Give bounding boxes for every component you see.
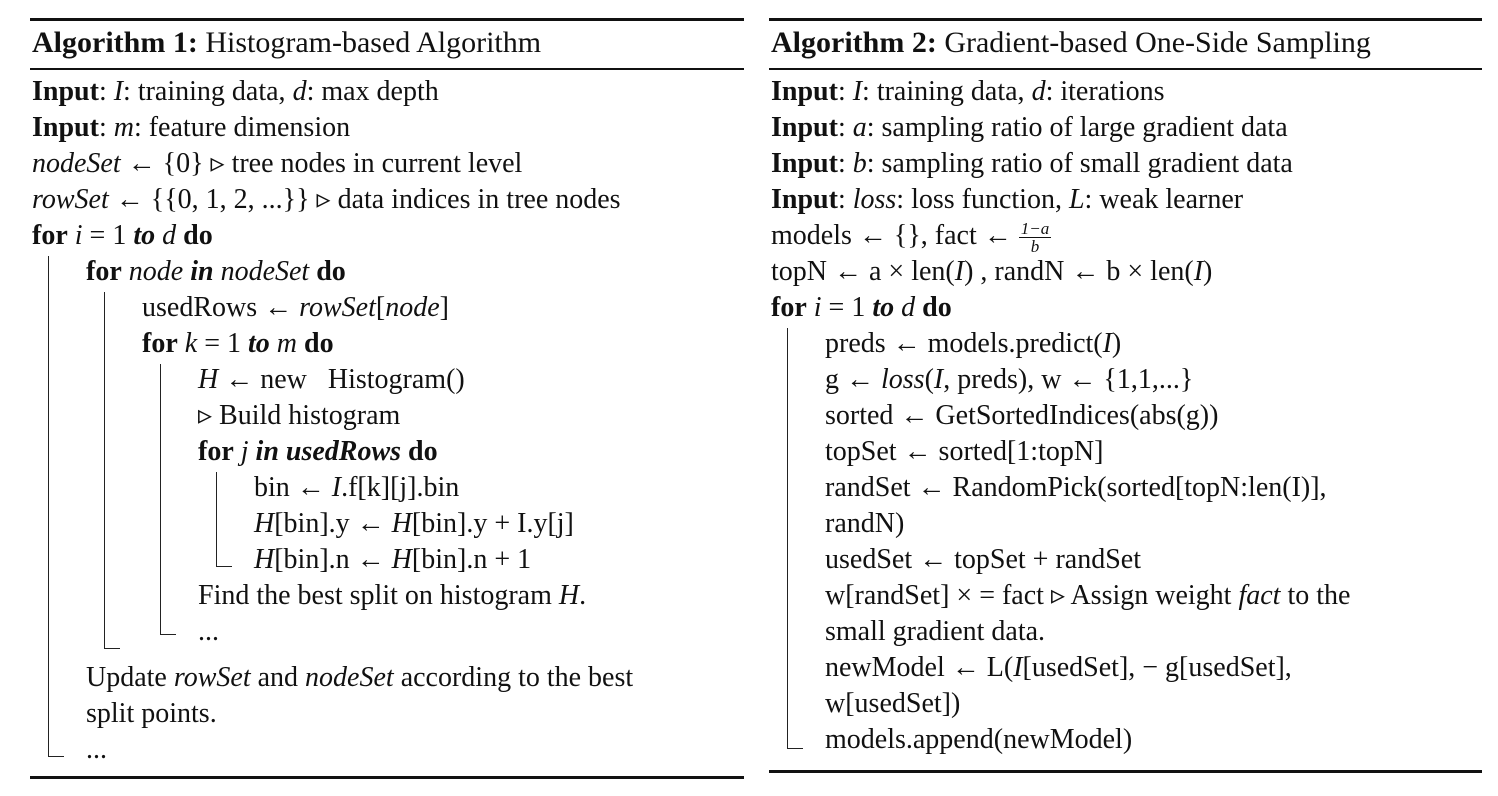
algo1-line-10: ▹ Build histogram [198, 400, 401, 431]
algo2-line-4: Input: loss: loss function, L: weak learner [771, 184, 1244, 215]
algo1-line-13: H[bin].y ← H[bin].y + I.y[j] [254, 508, 574, 539]
algo1-line-6: for node in nodeSet do [86, 256, 346, 287]
algo1-line-9: H ← new Histogram() [198, 364, 465, 395]
for-k-block-end [160, 634, 176, 635]
algo2-line-10: sorted ← GetSortedIndices(abs(g)) [825, 400, 1219, 431]
algo1-line-5: for i = 1 to d do [32, 220, 213, 251]
algorithm-1-box [30, 16, 744, 782]
algo2-line-9: g ← loss(I, preds), w ← {1,1,...} [825, 364, 1194, 395]
for-i-block-bar [48, 256, 49, 756]
algo1-line-2: Input: m: feature dimension [32, 112, 351, 143]
top-rule [30, 18, 744, 21]
algo1-line-4: rowSet ← {{0, 1, 2, ...}} ▹ data indices in tree nodes [32, 184, 621, 215]
algo1-line-12: bin ← I.f[k][j].bin [254, 472, 460, 503]
algo1-line-17: Update rowSet and nodeSet according to the best [86, 662, 634, 693]
for-i-block-bar [787, 328, 788, 748]
for-i-block-end [787, 748, 803, 749]
top-rule [769, 18, 1482, 21]
algo1-line-11: for j in usedRows do [198, 436, 438, 467]
algo2-line-18: w[usedSet]) [825, 688, 961, 719]
algo2-line-7: for i = 1 to d do [771, 292, 952, 323]
title-rule [30, 68, 744, 70]
algo2-line-2: Input: a: sampling ratio of large gradient data [771, 112, 1288, 143]
bottom-rule [769, 770, 1482, 773]
algo1-line-7: usedRows ← rowSet[node] [142, 292, 449, 323]
algo2-line-1: Input: I: training data, d: iterations [771, 76, 1165, 107]
algo2-line-6: topN ← a × len(I) , randN ← b × len(I) [771, 256, 1213, 287]
algo2-line-17: newModel ← L(I[usedSet], − g[usedSet], [825, 652, 1292, 683]
algo2-line-11: topSet ← sorted[1:topN] [825, 436, 1104, 467]
algo1-line-3: nodeSet ← {0} ▹ tree nodes in current level [32, 148, 523, 179]
for-j-block-bar [216, 472, 217, 566]
algo2-line-5: models ← {}, fact ← $\frac{1-a}{b}$ [771, 219, 1050, 257]
algo2-line-13: randN) [825, 508, 905, 539]
title-rule [769, 68, 1482, 70]
algo2-line-12: randSet ← RandomPick(sorted[topN:len(I)], [825, 472, 1327, 503]
algo2-line-16: small gradient data. [825, 616, 1046, 647]
fraction: $\frac{1-a}{b}$ [1020, 219, 1050, 257]
algo2-line-8: preds ← models.predict(I) [825, 328, 1122, 359]
for-j-block-end [216, 566, 232, 567]
algorithm-2-title: Algorithm 2: Gradient-based One-Side Sampling [771, 26, 1371, 59]
algorithm-2-box [769, 16, 1482, 776]
bottom-rule [30, 776, 744, 779]
algo1-line-14: H[bin].n ← H[bin].n + 1 [254, 544, 532, 575]
algo2-line-3: Input: b: sampling ratio of small gradient data [771, 148, 1293, 179]
algo2-line-15: w[randSet] × = fact ▹ Assign weight fact to the [825, 580, 1351, 611]
algo1-line-18: split points. [86, 698, 217, 729]
algo1-line-16: ... [198, 616, 219, 647]
algo1-line-15: Find the best split on histogram H. [198, 580, 587, 611]
algo2-line-14: usedSet ← topSet + randSet [825, 544, 1141, 575]
algo1-line-19: ... [86, 734, 107, 765]
for-i-block-end [48, 756, 64, 757]
algorithm-1-title: Algorithm 1: Histogram-based Algorithm [32, 26, 542, 59]
algo1-line-1: Input: I: training data, d: max depth [32, 76, 439, 107]
algo2-line-19: models.append(newModel) [825, 724, 1133, 755]
for-k-block-bar [160, 364, 161, 634]
for-node-block-bar [104, 292, 105, 648]
algo1-line-8: for k = 1 to m do [142, 328, 334, 359]
for-node-block-end [104, 648, 120, 649]
